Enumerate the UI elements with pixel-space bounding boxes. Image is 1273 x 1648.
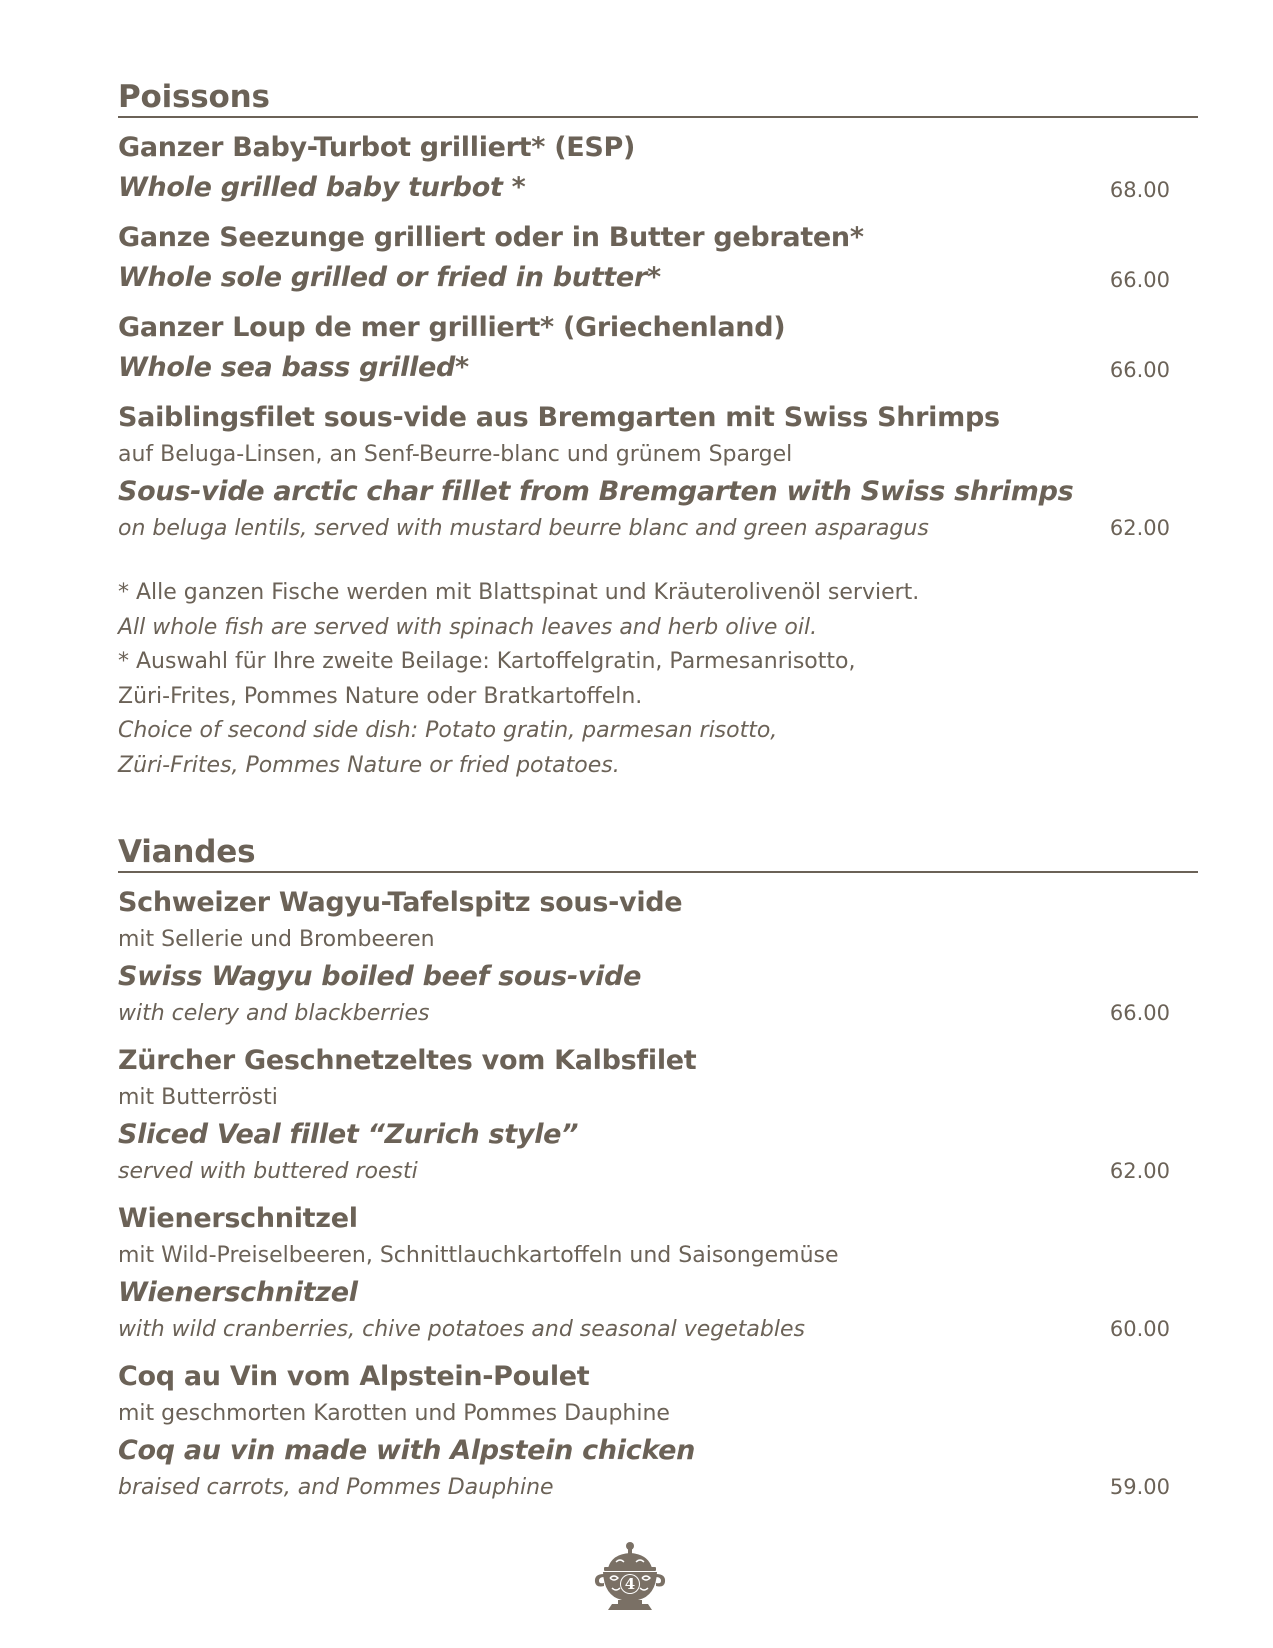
- dish-name-en: Whole grilled baby turbot *: [118, 172, 526, 203]
- dish-desc-en: with wild cranberries, chive potatoes and seasonal vegetables: [118, 1317, 805, 1342]
- section-poissons: [118, 70, 1198, 783]
- dish-en-desc-line: [118, 1155, 1198, 1189]
- dish-desc-en: on beluga lentils, served with mustard beurre blanc and green asparagus: [118, 516, 929, 541]
- dish-price: 62.00: [1109, 516, 1170, 540]
- dish-name-en: Wienerschnitzel: [118, 1277, 358, 1308]
- note-line: Züri-Frites, Pommes Nature or fried potatoes.: [118, 752, 620, 778]
- section-header: [118, 825, 1198, 873]
- dish-name-en: Swiss Wagyu boiled beef sous-vide: [118, 961, 642, 992]
- dish-desc-de: mit Sellerie und Brombeeren: [118, 927, 435, 952]
- note-line: * Auswahl für Ihre zweite Beilage: Kartoffelgratin, Parmesanrisotto,: [118, 649, 856, 674]
- note-line: Choice of second side dish: Potato gratin, parmesan risotto,: [118, 718, 778, 743]
- dish-desc-de: mit Butterrösti: [118, 1085, 278, 1110]
- tureen-emblem-icon: [590, 1540, 670, 1616]
- dish-price: 68.00: [1109, 178, 1170, 202]
- dish-price: 62.00: [1109, 1159, 1170, 1183]
- dish-name-de: Saiblingsfilet sous-vide aus Bremgarten mit Swiss Shrimps: [118, 402, 1000, 433]
- note-line: All whole fish are served with spinach leaves and herb olive oil.: [118, 614, 818, 640]
- dish-en-line: [118, 168, 1198, 208]
- dish-en-line: [118, 258, 1198, 298]
- dish-name-de: Zürcher Geschnetzeltes vom Kalbsfilet: [118, 1045, 697, 1076]
- dish-item: [118, 1199, 1198, 1347]
- section-title: Viandes: [118, 834, 256, 870]
- dish-price: 66.00: [1109, 1001, 1170, 1025]
- dish-name-en: Coq au vin made with Alpstein chicken: [118, 1435, 696, 1466]
- menu-page: [118, 70, 1198, 1515]
- dish-name-de: Ganzer Loup de mer grilliert* (Griechenland): [118, 312, 786, 343]
- dish-name-de: Wienerschnitzel: [118, 1203, 358, 1234]
- dish-name-de: Schweizer Wagyu-Tafelspitz sous-vide: [118, 887, 683, 918]
- dish-price: 66.00: [1109, 358, 1170, 382]
- dish-desc-en: braised carrots, and Pommes Dauphine: [118, 1475, 554, 1500]
- dish-desc-de: mit geschmorten Karotten und Pommes Dauphine: [118, 1401, 670, 1426]
- dish-desc-de: mit Wild-Preiselbeeren, Schnittlauchkartoffeln und Saisongemüse: [118, 1243, 839, 1268]
- dish-price: 60.00: [1109, 1317, 1170, 1341]
- dish-price: 59.00: [1109, 1475, 1170, 1499]
- dish-en-line: [118, 348, 1198, 388]
- dish-en-desc-line: [118, 512, 1198, 546]
- section-viandes: [118, 825, 1198, 1505]
- dish-name-en: Sliced Veal fillet “Zurich style”: [118, 1119, 579, 1150]
- note-line: Züri-Frites, Pommes Nature oder Bratkartoffeln.: [118, 683, 643, 709]
- dish-name-de: Coq au Vin vom Alpstein-Poulet: [118, 1361, 590, 1392]
- section-title: Poissons: [118, 79, 270, 115]
- page-number: 4: [624, 1575, 636, 1593]
- dish-item: [118, 883, 1198, 1031]
- dish-desc-en: served with buttered roesti: [118, 1159, 418, 1184]
- dish-item: [118, 1357, 1198, 1505]
- note-line: * Alle ganzen Fische werden mit Blattspinat und Kräuterolivenöl serviert.: [118, 580, 920, 605]
- dish-en-desc-line: [118, 1471, 1198, 1505]
- dish-name-en: Whole sea bass grilled*: [118, 352, 469, 383]
- fish-notes: [118, 576, 1198, 783]
- dish-en-desc-line: [118, 997, 1198, 1031]
- dish-item: [118, 218, 1198, 298]
- dish-item: [118, 128, 1198, 208]
- dish-desc-en: with celery and blackberries: [118, 1001, 430, 1026]
- dish-name-de: Ganze Seezunge grilliert oder in Butter gebraten*: [118, 222, 864, 253]
- dish-en-desc-line: [118, 1313, 1198, 1347]
- dish-name-en: Whole sole grilled or fried in butter*: [118, 262, 661, 293]
- dish-desc-de: auf Beluga-Linsen, an Senf-Beurre-blanc und grünem Spargel: [118, 442, 793, 467]
- dish-item: [118, 308, 1198, 388]
- dish-price: 66.00: [1109, 268, 1170, 292]
- dish-item: [118, 1041, 1198, 1189]
- section-header: [118, 70, 1198, 118]
- dish-item: [118, 398, 1198, 546]
- dish-name-en: Sous-vide arctic char fillet from Bremgarten with Swiss shrimps: [118, 476, 1074, 507]
- dish-name-de: Ganzer Baby-Turbot grilliert* (ESP): [118, 132, 636, 163]
